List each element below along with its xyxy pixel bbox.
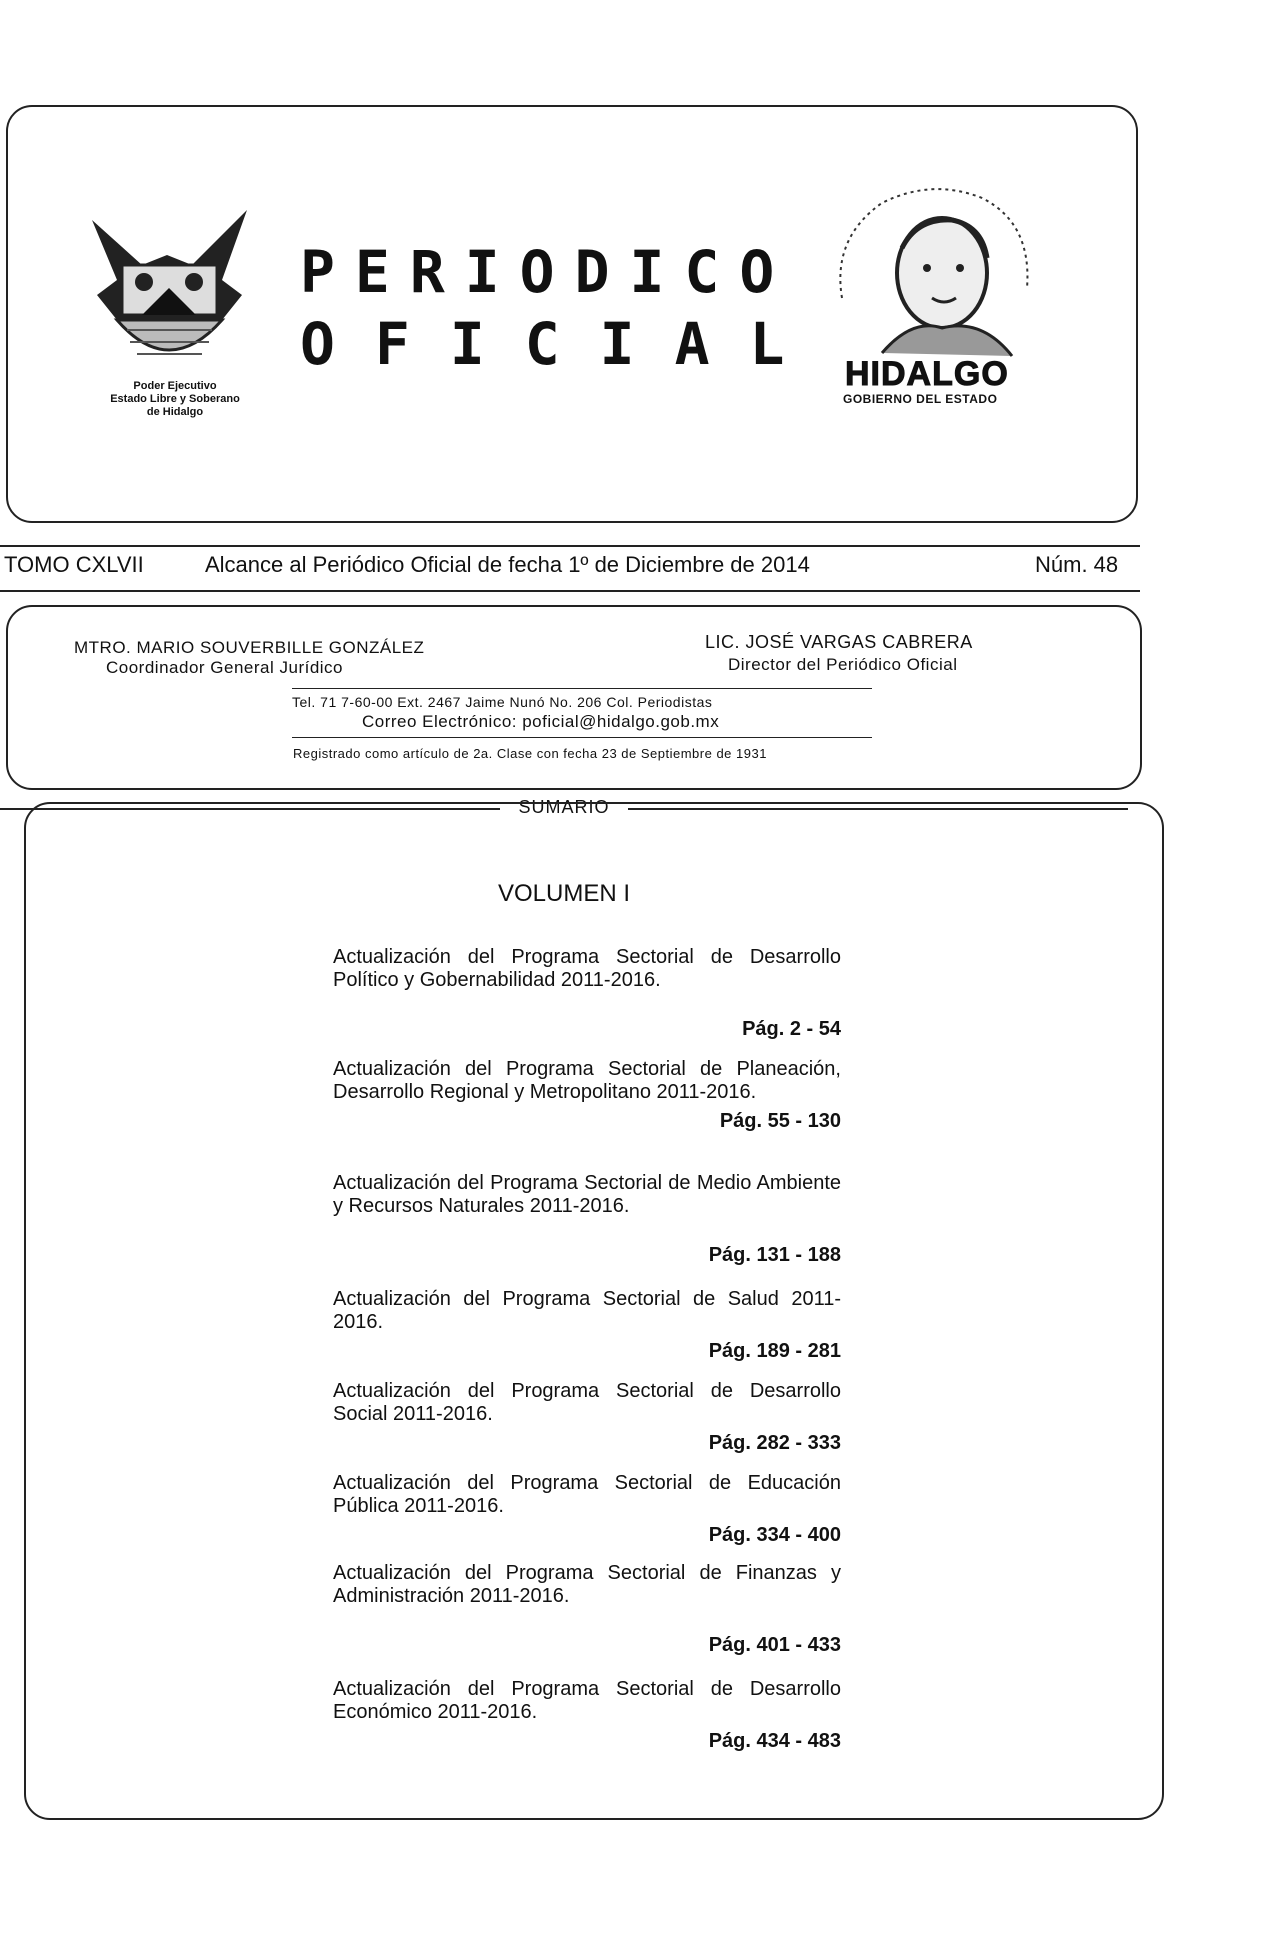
director-name: LIC. JOSÉ VARGAS CABRERA [705, 632, 973, 652]
divider [0, 545, 1140, 547]
contact-phone-address: Tel. 71 7-60-00 Ext. 2467 Jaime Nunó No. 206 Col. Periodistas [292, 694, 713, 710]
coat-caption [60, 380, 290, 419]
coordinator-name: MTRO. MARIO SOUVERBILLE GONZÁLEZ [74, 638, 425, 657]
hidalgo-logo-word: HIDALGO [845, 355, 1009, 393]
summary-item-title: Actualización del Programa Sectorial de Desarrollo Político y Gobernabilidad 2011-2016. [333, 946, 841, 991]
summary-item-title: Actualización del Programa Sectorial de Medio Ambiente y Recursos Naturales 2011-2016. [333, 1172, 841, 1217]
coat-caption-line: de Hidalgo [146, 406, 204, 418]
summary-item-title: Actualización del Programa Sectorial de Planeación, Desarrollo Regional y Metropolitano 2011-2016. [333, 1058, 841, 1103]
divider [292, 688, 872, 689]
summary-item [333, 1172, 841, 1267]
summary-item-title: Actualización del Programa Sectorial de Finanzas y Administración 2011-2016. [333, 1562, 841, 1607]
summary-item [333, 1678, 841, 1753]
summary-item [333, 1562, 841, 1657]
divider [0, 590, 1140, 592]
summary-item-pages: Pág. 55 - 130 [719, 1110, 841, 1132]
coat-caption-line: Poder Ejecutivo [133, 380, 217, 392]
state-coat-of-arms-icon [82, 210, 257, 390]
newspaper-title-line-1: PERIODICO [300, 238, 795, 306]
summary-item [333, 1058, 841, 1133]
coordinator-role: Coordinador General Jurídico [106, 658, 344, 677]
director-role: Director del Periódico Oficial [728, 655, 958, 674]
summary-item [333, 946, 841, 1041]
hidalgo-portrait-icon [822, 178, 1047, 378]
summary-item [333, 1288, 841, 1363]
hidalgo-logo-subtitle: GOBIERNO DEL ESTADO [843, 392, 998, 406]
divider [292, 737, 872, 738]
registration-note: Registrado como artículo de 2a. Clase con fecha 23 de Septiembre de 1931 [293, 746, 767, 761]
volume-heading: VOLUMEN I [498, 880, 631, 907]
summary-item-pages: Pág. 189 - 281 [708, 1340, 841, 1362]
summary-item-pages: Pág. 2 - 54 [742, 1018, 841, 1040]
edition-date: Alcance al Periódico Oficial de fecha 1º de Diciembre de 2014 [205, 552, 810, 577]
issue-number: Núm. 48 [1035, 552, 1119, 577]
summary-item-pages: Pág. 434 - 483 [708, 1730, 841, 1752]
summary-item-title: Actualización del Programa Sectorial de Salud 2011-2016. [333, 1288, 841, 1333]
tomo-label: TOMO CXLVII [4, 552, 144, 577]
summary-item [333, 1380, 841, 1455]
summary-item [333, 1472, 841, 1547]
contact-email: Correo Electrónico: poficial@hidalgo.gob.mx [362, 712, 720, 731]
summary-item-title: Actualización del Programa Sectorial de Educación Pública 2011-2016. [333, 1472, 841, 1517]
summary-item-pages: Pág. 401 - 433 [708, 1634, 841, 1656]
newspaper-title-line-2: OFICIAL [300, 310, 825, 378]
summary-item-title: Actualización del Programa Sectorial de Desarrollo Económico 2011-2016. [333, 1678, 841, 1723]
summary-item-title: Actualización del Programa Sectorial de Desarrollo Social 2011-2016. [333, 1380, 841, 1425]
coat-caption-line: Estado Libre y Soberano [110, 393, 240, 405]
summary-heading: SUMARIO [518, 797, 610, 817]
summary-item-pages: Pág. 334 - 400 [708, 1524, 841, 1546]
summary-item-pages: Pág. 131 - 188 [708, 1244, 841, 1266]
issue-bar [0, 552, 1140, 588]
summary-item-pages: Pág. 282 - 333 [708, 1432, 841, 1454]
